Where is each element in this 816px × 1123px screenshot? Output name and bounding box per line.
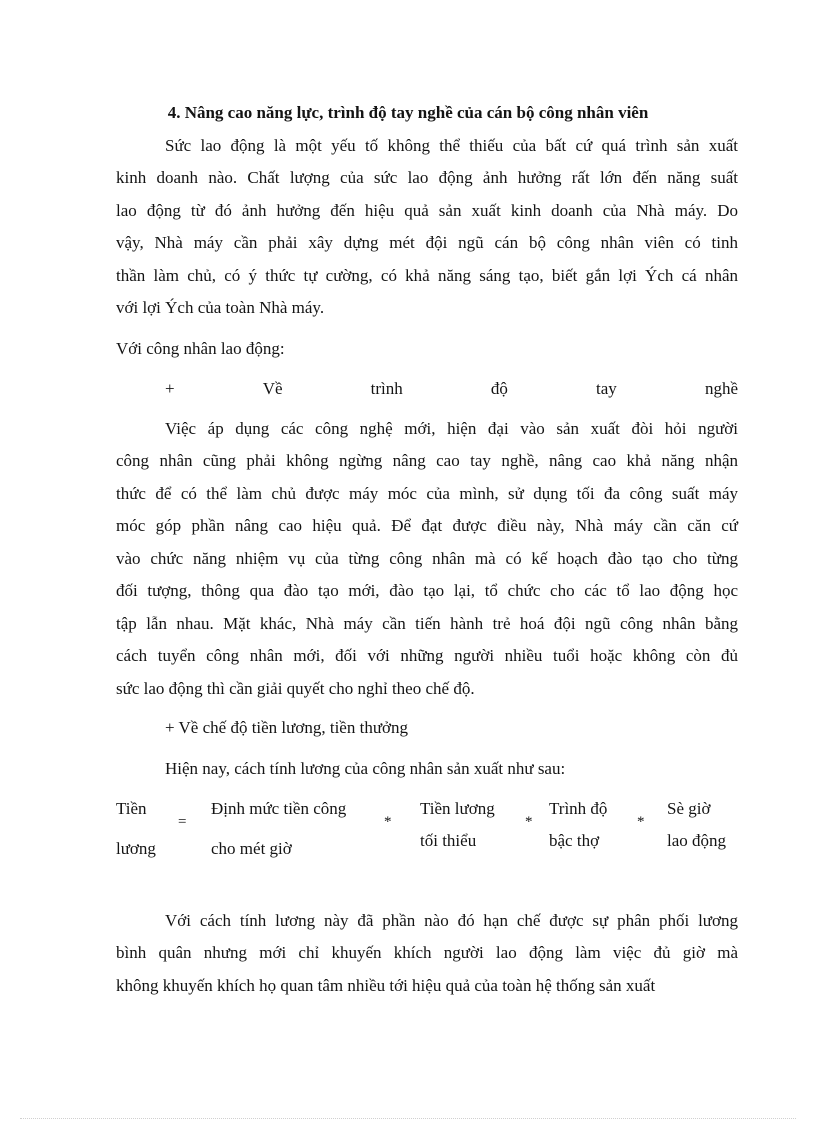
- paragraph-line: lao động từ đó ảnh hưởng đến hiệu quả sản xuất kinh doanh của Nhà máy. Do: [116, 201, 738, 220]
- formula-times: *: [384, 814, 392, 830]
- section-heading: 4. Nâng cao năng lực, trình độ tay nghề của cán bộ công nhân viên: [167, 103, 649, 122]
- paragraph-line: thần làm chủ, có ý thức tự cường, có khả năng sáng tạo, biết gắn lợi Ých cá nhân: [116, 266, 738, 285]
- skill-heading-word: +: [165, 379, 175, 398]
- formula-times: *: [637, 814, 645, 830]
- skill-heading: [165, 377, 738, 401]
- formula-term3-line1: Trình độ: [549, 799, 608, 818]
- workers-label: Với công nhân lao động:: [116, 339, 285, 358]
- skill-heading-word: tay: [596, 379, 617, 398]
- paragraph-line: Việc áp dụng các công nghệ mới, hiện đại vào sản xuất đòi hỏi người: [165, 419, 738, 438]
- formula-lhs-line2: lương: [116, 839, 156, 858]
- paragraph-line: Với cách tính lương này đã phần nào đó hạn chế được sự phân phối lương: [165, 911, 738, 930]
- paragraph-line: móc góp phần nâng cao hiệu quả. Để đạt được điều này, Nhà máy cần căn cứ: [116, 516, 738, 535]
- paragraph-line: công nhân cũng phải không ngừng nâng cao tay nghề, nâng cao khả năng nhận: [116, 451, 738, 470]
- paragraph-line: sức lao động thì cần giải quyết cho nghỉ theo chế độ.: [116, 679, 475, 698]
- skill-heading-word: nghề: [704, 379, 738, 398]
- formula-term4-line2: lao động: [667, 831, 727, 850]
- skill-heading-word: Về: [262, 379, 283, 398]
- formula-term3-line2: bậc thợ: [549, 831, 600, 850]
- formula-term2-line1: Tiền lương: [420, 799, 495, 818]
- paragraph-line: vào chức năng nhiệm vụ của từng công nhân mà có kế hoạch đào tạo cho từng: [116, 549, 738, 568]
- formula-intro: Hiện nay, cách tính lương của công nhân sản xuất như sau:: [165, 759, 566, 778]
- paragraph-line: với lợi Ých của toàn Nhà máy.: [116, 298, 325, 317]
- formula-term1-line1: Định mức tiền công: [211, 799, 347, 818]
- page-bottom-divider: [20, 1118, 796, 1119]
- paragraph-line: vậy, Nhà máy cần phải xây dựng mét đội ngũ cán bộ công nhân viên có tinh: [116, 233, 738, 252]
- paragraph-line: kinh doanh nào. Chất lượng của sức lao động ảnh hưởng rất lớn đến năng suất: [116, 168, 738, 187]
- paragraph-line: thức để có thể làm chủ được máy móc của mình, sử dụng tối đa công suất máy: [116, 484, 738, 503]
- formula-equals: =: [178, 814, 187, 830]
- wage-heading: + Về chế độ tiền lương, tiền thưởng: [165, 718, 409, 737]
- paragraph-line: tập lẫn nhau. Mặt khác, Nhà máy cần tiến hành trẻ hoá đội ngũ công nhân bằng: [116, 614, 738, 633]
- paragraph-line: cách tuyển công nhân mới, đối với những người nhiều tuổi hoặc không còn đủ: [116, 646, 738, 665]
- paragraph-line: đối tượng, thông qua đào tạo mới, đào tạo lại, tổ chức cho các tổ lao động học: [116, 581, 738, 600]
- formula-lhs-line1: Tiền: [116, 799, 147, 818]
- formula-term2-line2: tối thiểu: [420, 831, 477, 850]
- formula-times: *: [525, 814, 533, 830]
- paragraph-line: Sức lao động là một yếu tố không thể thiếu của bất cứ quá trình sản xuất: [165, 136, 738, 155]
- paragraph-line: không khuyến khích họ quan tâm nhiều tới hiệu quả của toàn hệ thống sản xuất: [116, 976, 656, 995]
- formula-term4-line1: Sè giờ: [667, 799, 711, 818]
- skill-heading-word: trình: [370, 379, 403, 398]
- skill-heading-word: độ: [490, 379, 508, 398]
- paragraph-line: bình quân nhưng mới chỉ khuyến khích người lao động làm việc đủ giờ mà: [116, 943, 738, 962]
- formula-term1-line2: cho mét giờ: [211, 839, 292, 858]
